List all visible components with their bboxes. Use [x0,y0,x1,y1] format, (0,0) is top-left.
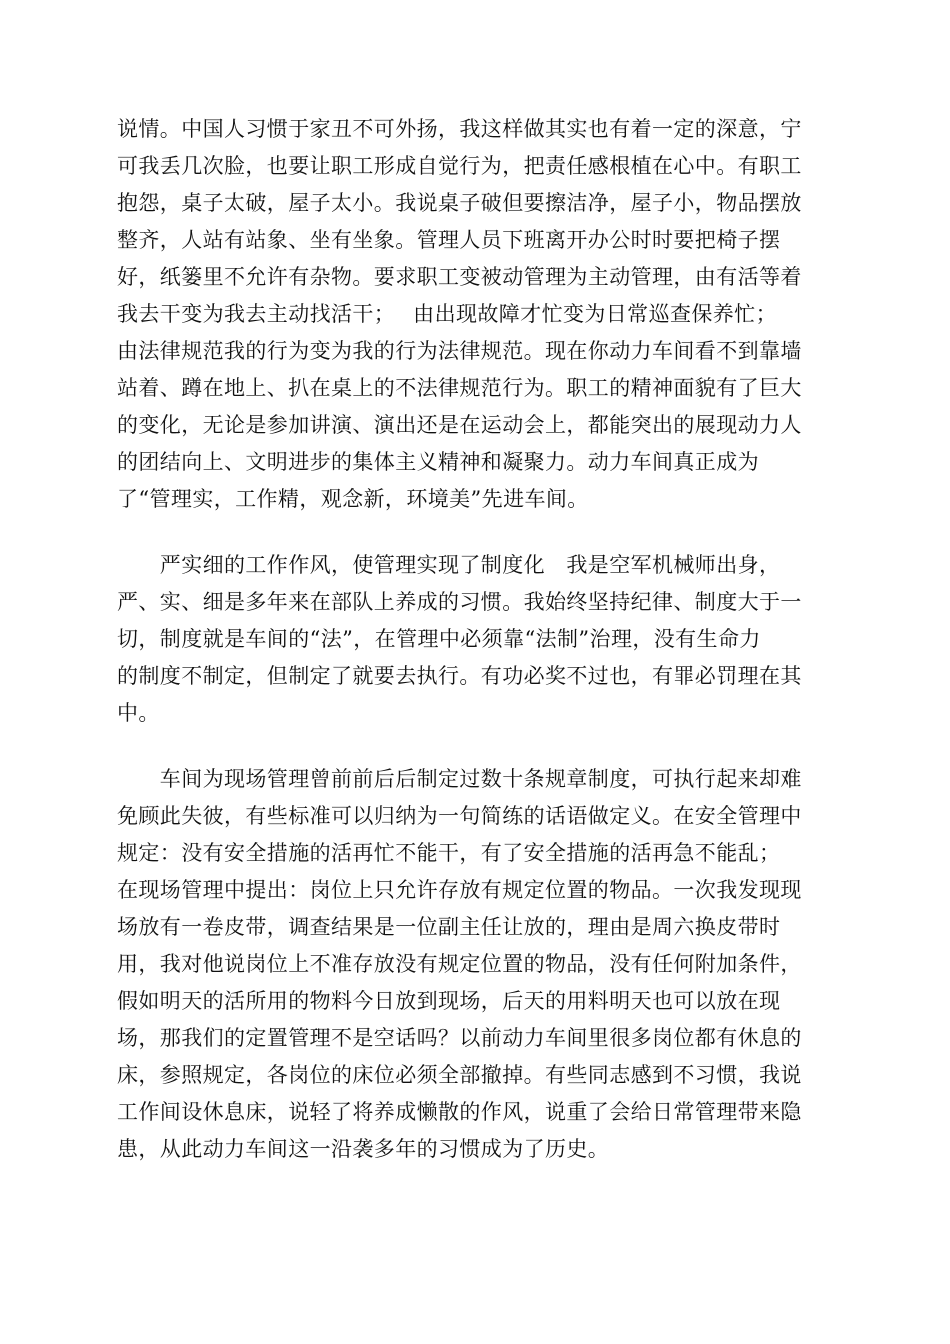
text-line: 在现场管理中提出：岗位上只允许存放有规定位置的物品。一次我发现现 [117,878,802,902]
text-line: 工作间设休息床，说轻了将养成懒散的作风，说重了会给日常管理带来隐 [117,1100,802,1124]
text-line: 严实细的工作作风，使管理实现了制度化 我是空军机械师出身， [117,553,781,577]
text-line: 免顾此失彼，有些标准可以归纳为一句简练的话语做定义。在安全管理中 [117,804,802,828]
text-line: 的团结向上、文明进步的集体主义精神和凝聚力。动力车间真正成为 [117,450,759,474]
text-line: 车间为现场管理曾前前后后制定过数十条规章制度，可执行起来却难 [117,767,802,791]
text-line: 床，参照规定，各岗位的床位必须全部撤掉。有些同志感到不习惯，我说 [117,1063,802,1087]
text-line: 用，我对他说岗位上不准存放没有规定位置的物品，没有任何附加条件， [117,952,802,976]
text-line: 了“管理实，工作精，观念新，环境美”先进车间。 [117,487,589,511]
text-line: 假如明天的活所用的物料今日放到现场，后天的用料明天也可以放在现 [117,989,781,1013]
text-line: 站着、蹲在地上、扒在桌上的不法律规范行为。职工的精神面貌有了巨大 [117,376,802,400]
text-line: 患，从此动力车间这一沿袭多年的习惯成为了历史。 [117,1137,610,1161]
text-line: 场放有一卷皮带，调查结果是一位副主任让放的，理由是周六换皮带时 [117,915,781,939]
text-line: 规定：没有安全措施的活再忙不能干，有了安全措施的活再急不能乱； [117,841,781,865]
text-line: 可我丢几次脸，也要让职工形成自觉行为，把责任感根植在心中。有职工 [117,154,802,178]
text-line: 好，纸篓里不允许有杂物。要求职工变被动管理为主动管理，由有活等着 [117,265,802,289]
text-line: 由法律规范我的行为变为我的行为法律规范。现在你动力车间看不到靠墙 [117,339,802,363]
text-line: 的制度不制定，但制定了就要去执行。有功必奖不过也，有罪必罚理在其 [117,664,802,688]
text-line: 整齐，人站有站象、坐有坐象。管理人员下班离开办公时时要把椅子摆 [117,228,781,252]
text-line: 的变化，无论是参加讲演、演出还是在运动会上，都能突出的展现动力人 [117,413,802,437]
text-line: 抱怨，桌子太破，屋子太小。我说桌子破但要擦洁净，屋子小，物品摆放 [117,191,802,215]
text-line: 场，那我们的定置管理不是空话吗？以前动力车间里很多岗位都有休息的 [117,1026,802,1050]
text-line: 我去干变为我去主动找活干； 由出现故障才忙变为日常巡查保养忙； [117,302,777,326]
text-line: 严、实、细是多年来在部队上养成的习惯。我始终坚持纪律、制度大于一 [117,590,802,614]
text-line: 中。 [117,701,160,725]
text-line: 说情。中国人习惯于家丑不可外扬，我这样做其实也有着一定的深意，宁 [117,117,802,141]
text-line: 切，制度就是车间的“法”，在管理中必须靠“法制”治理，没有生命力 [117,627,761,651]
